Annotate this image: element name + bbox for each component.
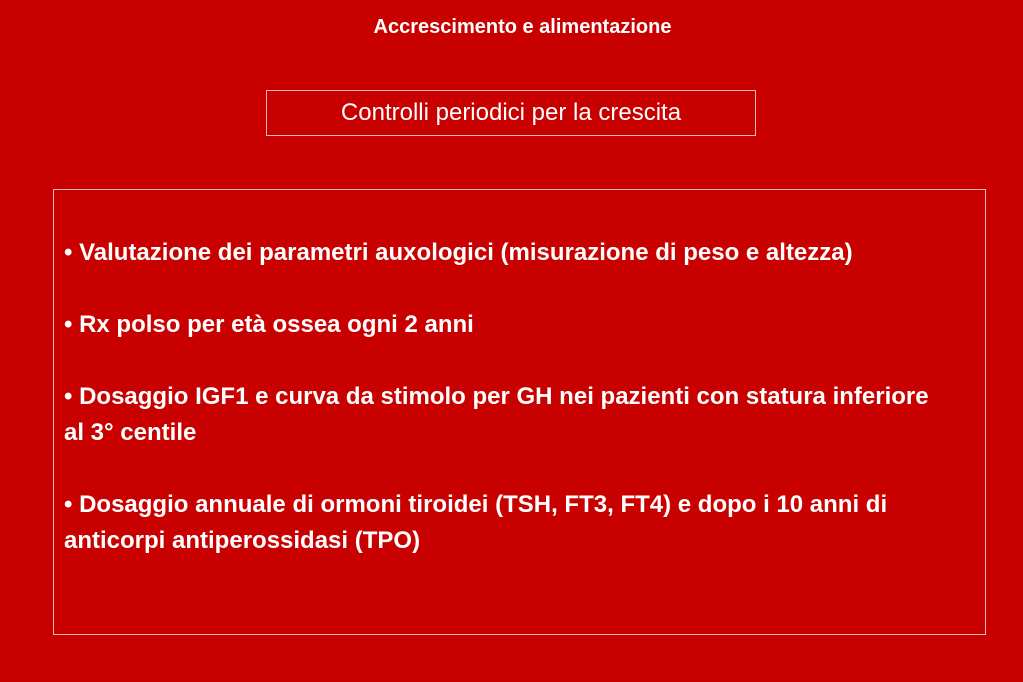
bullet-text: Dosaggio annuale di ormoni tiroidei (TSH, FT3, FT4) e dopo i 10 anni di anticorpi antiperossidasi (TPO): [64, 491, 888, 554]
bullet-item: [64, 307, 955, 343]
bullet-item: [64, 487, 955, 559]
bullet-dot-icon: •: [64, 311, 73, 338]
bullet-text: Valutazione dei parametri auxologici (misurazione di peso e altezza): [79, 239, 853, 266]
bullet-text: Dosaggio IGF1 e curva da stimolo per GH nei pazienti con statura inferiore al 3° centile: [64, 383, 929, 446]
title-box: [266, 90, 756, 136]
slide-header: Accrescimento e alimentazione: [373, 16, 672, 38]
bullet-dot-icon: •: [64, 491, 73, 518]
content-box: [53, 189, 986, 635]
bullet-text: Rx polso per età ossea ogni 2 anni: [79, 311, 474, 338]
bullet-list: [54, 190, 985, 559]
bullet-dot-icon: •: [64, 383, 73, 410]
bullet-dot-icon: •: [64, 239, 73, 266]
slide-title: Controlli periodici per la crescita: [340, 99, 682, 126]
bullet-item: [64, 235, 955, 271]
bullet-item: [64, 379, 955, 451]
